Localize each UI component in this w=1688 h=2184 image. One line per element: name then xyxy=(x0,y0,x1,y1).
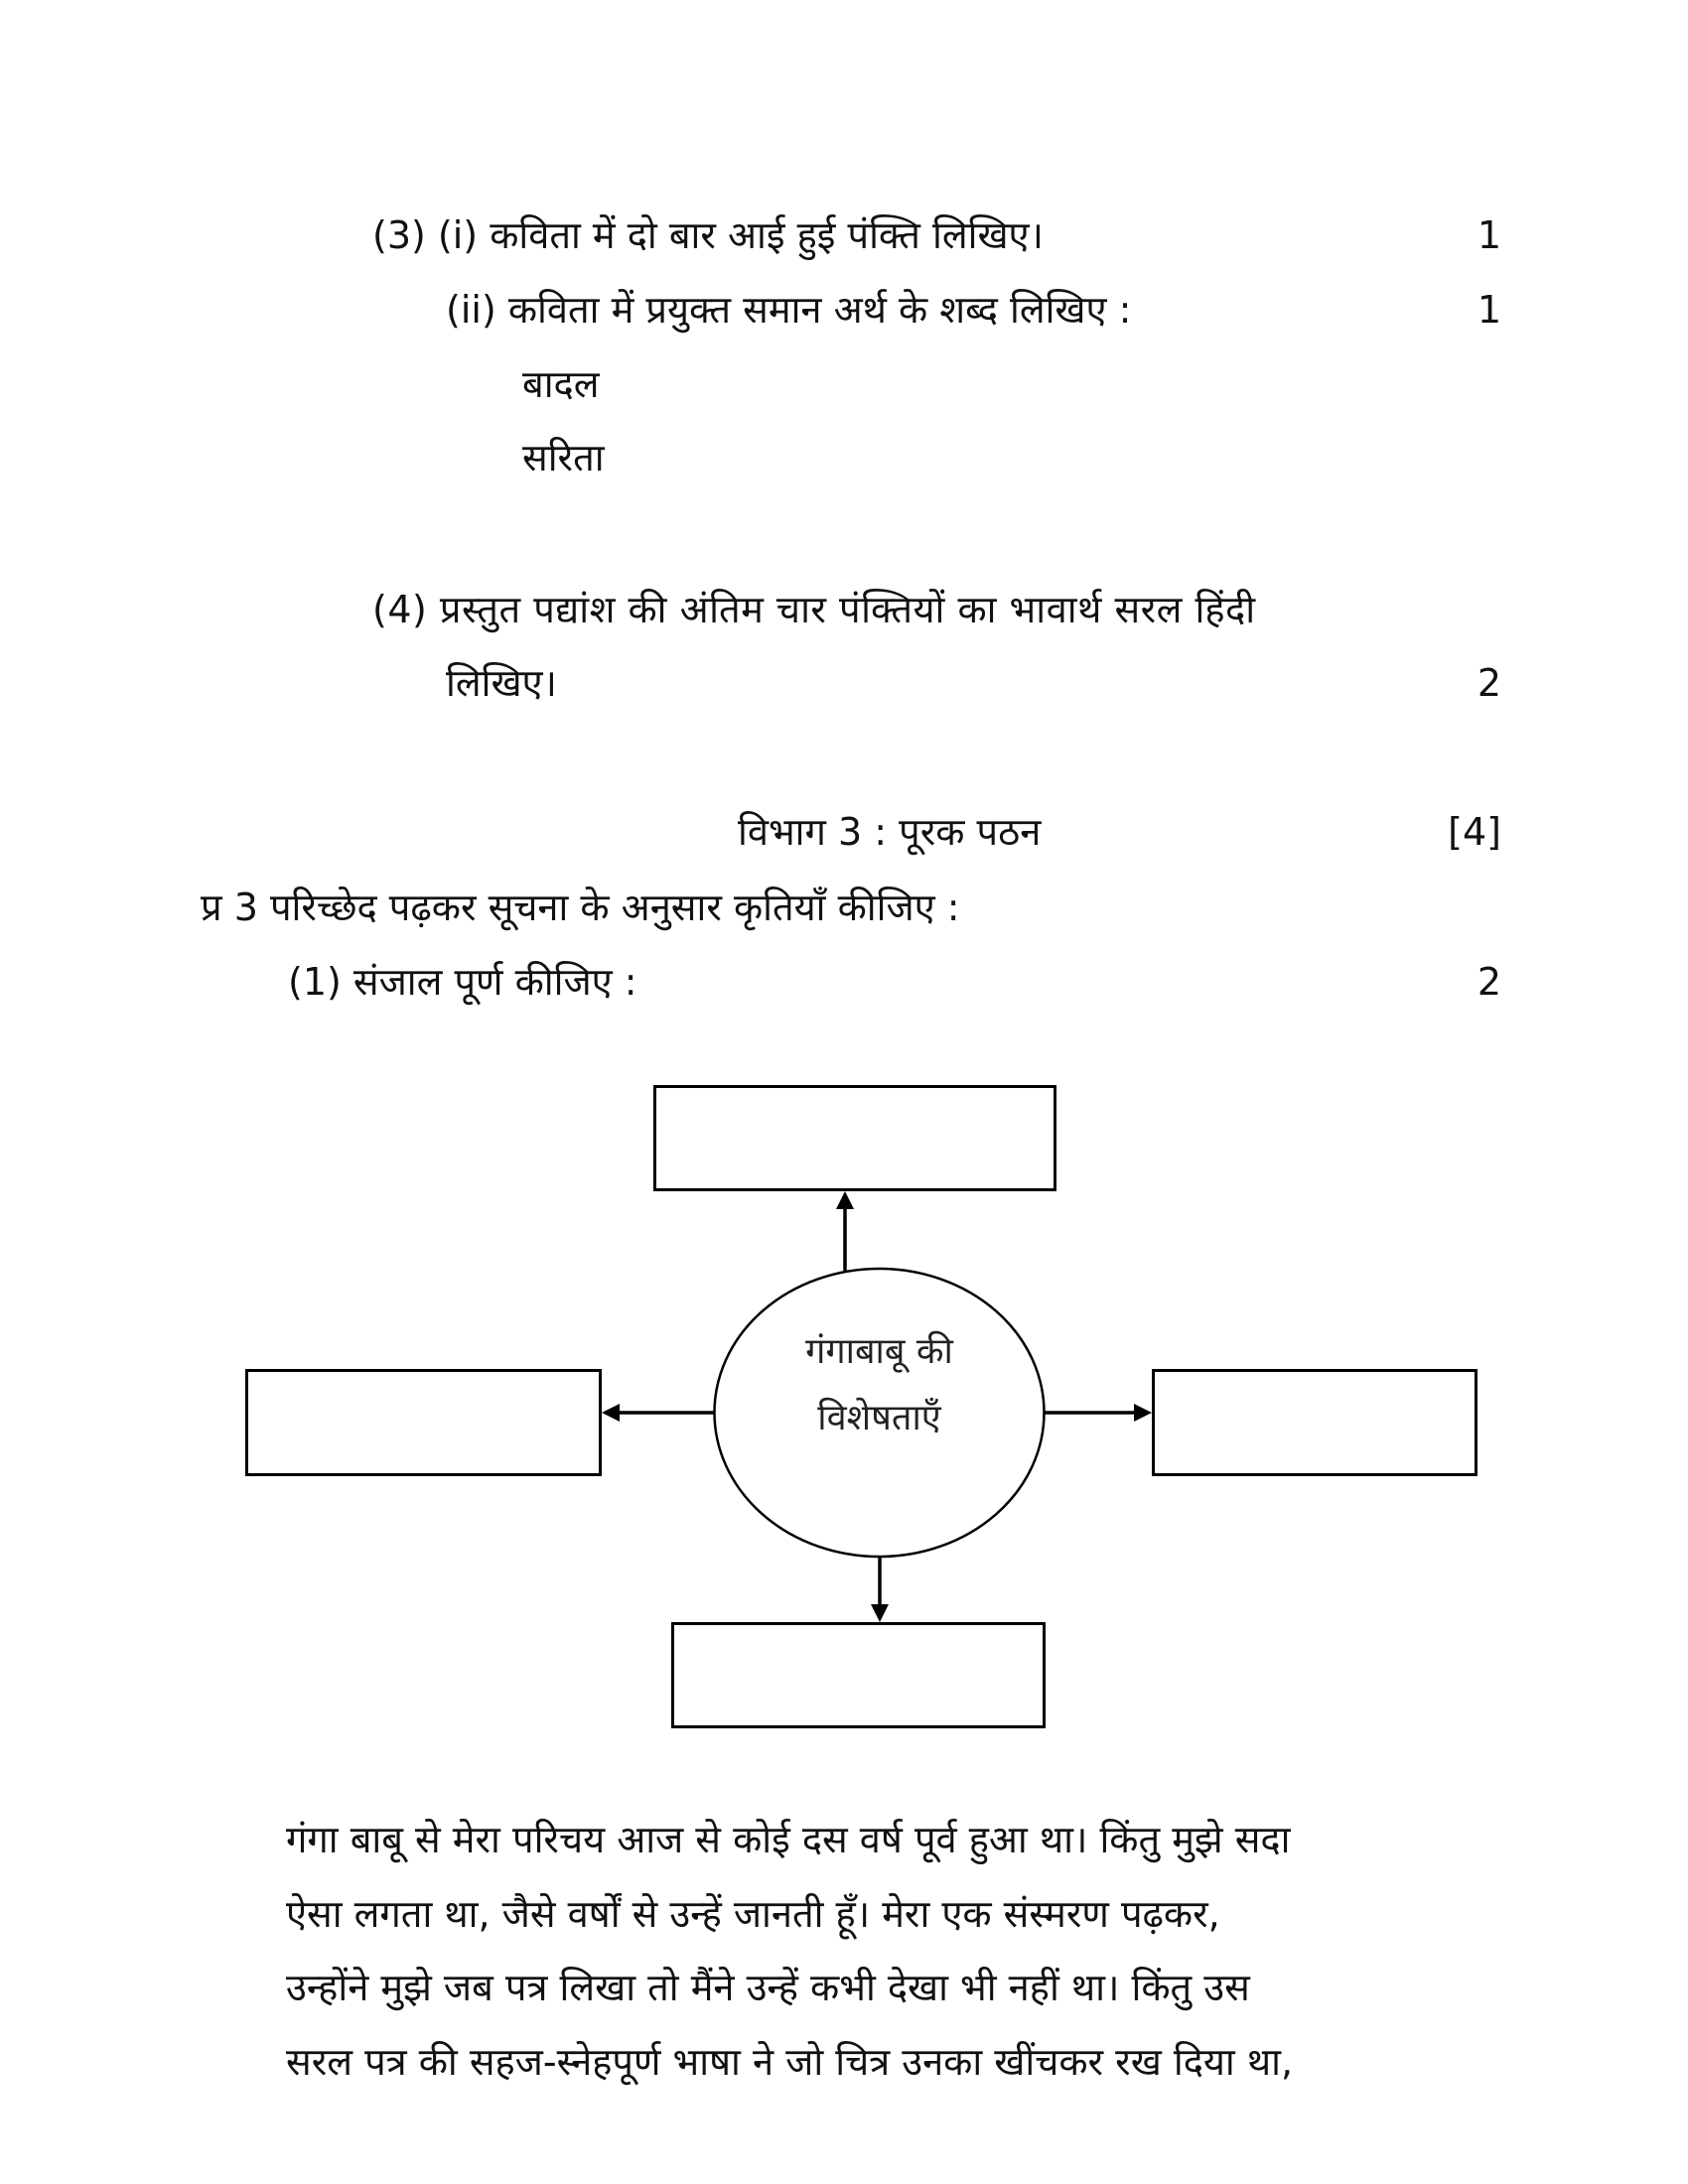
section-marks: [4] xyxy=(1448,810,1501,854)
marks-3-i: 1 xyxy=(1477,213,1501,257)
arrowhead-up-icon xyxy=(836,1191,854,1209)
question-3-sub-1: (1) संजाल पूर्ण कीजिए : xyxy=(288,960,637,1004)
answer-box-right[interactable] xyxy=(1154,1371,1477,1475)
arrowhead-right-icon xyxy=(1134,1404,1152,1422)
marks-3-ii: 1 xyxy=(1477,288,1501,332)
answer-box-bottom[interactable] xyxy=(673,1624,1045,1727)
passage-line: सरल पत्र की सहज-स्नेहपूर्ण भाषा ने जो चित्र उनका खींचकर रख दिया था, xyxy=(286,2040,1294,2084)
center-label-line1: गंगाबाबू की xyxy=(805,1331,953,1372)
word-item: बादल xyxy=(522,362,600,406)
marks-4: 2 xyxy=(1477,661,1501,705)
passage-line: गंगा बाबू से मेरा परिचय आज से कोई दस वर्ष पूर्व हुआ था। किंतु मुझे सदा xyxy=(286,1818,1291,1861)
word-item: सरिता xyxy=(522,436,605,479)
center-label-line2: विशेषताएँ xyxy=(817,1398,941,1438)
answer-box-left[interactable] xyxy=(247,1371,601,1475)
answer-box-top[interactable] xyxy=(655,1087,1055,1190)
passage-line: उन्होंने मुझे जब पत्र लिखा तो मैंने उन्हें कभी देखा भी नहीं था। किंतु उस xyxy=(286,1966,1250,2009)
passage-line: ऐसा लगता था, जैसे वर्षों से उन्हें जानती हूँ। मेरा एक संस्मरण पढ़कर, xyxy=(286,1892,1220,1936)
arrowhead-left-icon xyxy=(602,1404,620,1422)
arrowhead-down-icon xyxy=(871,1604,889,1622)
question-4-line1: (4) प्रस्तुत पद्यांश की अंतिम चार पंक्तियों का भावार्थ सरल हिंदी xyxy=(372,588,1256,631)
question-3-instruction: प्र 3 परिच्छेद पढ़कर सूचना के अनुसार कृतियाँ कीजिए : xyxy=(201,886,960,929)
question-3-i: (3) (i) कविता में दो बार आई हुई पंक्ति लिखिए। xyxy=(372,213,1044,257)
question-3-ii: (ii) कविता में प्रयुक्त समान अर्थ के शब्द लिखिए : xyxy=(446,288,1132,332)
section-title: विभाग 3 : पूरक पठन xyxy=(738,810,1042,854)
question-4-line2: लिखिए। xyxy=(446,661,557,705)
marks-sub-1: 2 xyxy=(1477,960,1501,1004)
